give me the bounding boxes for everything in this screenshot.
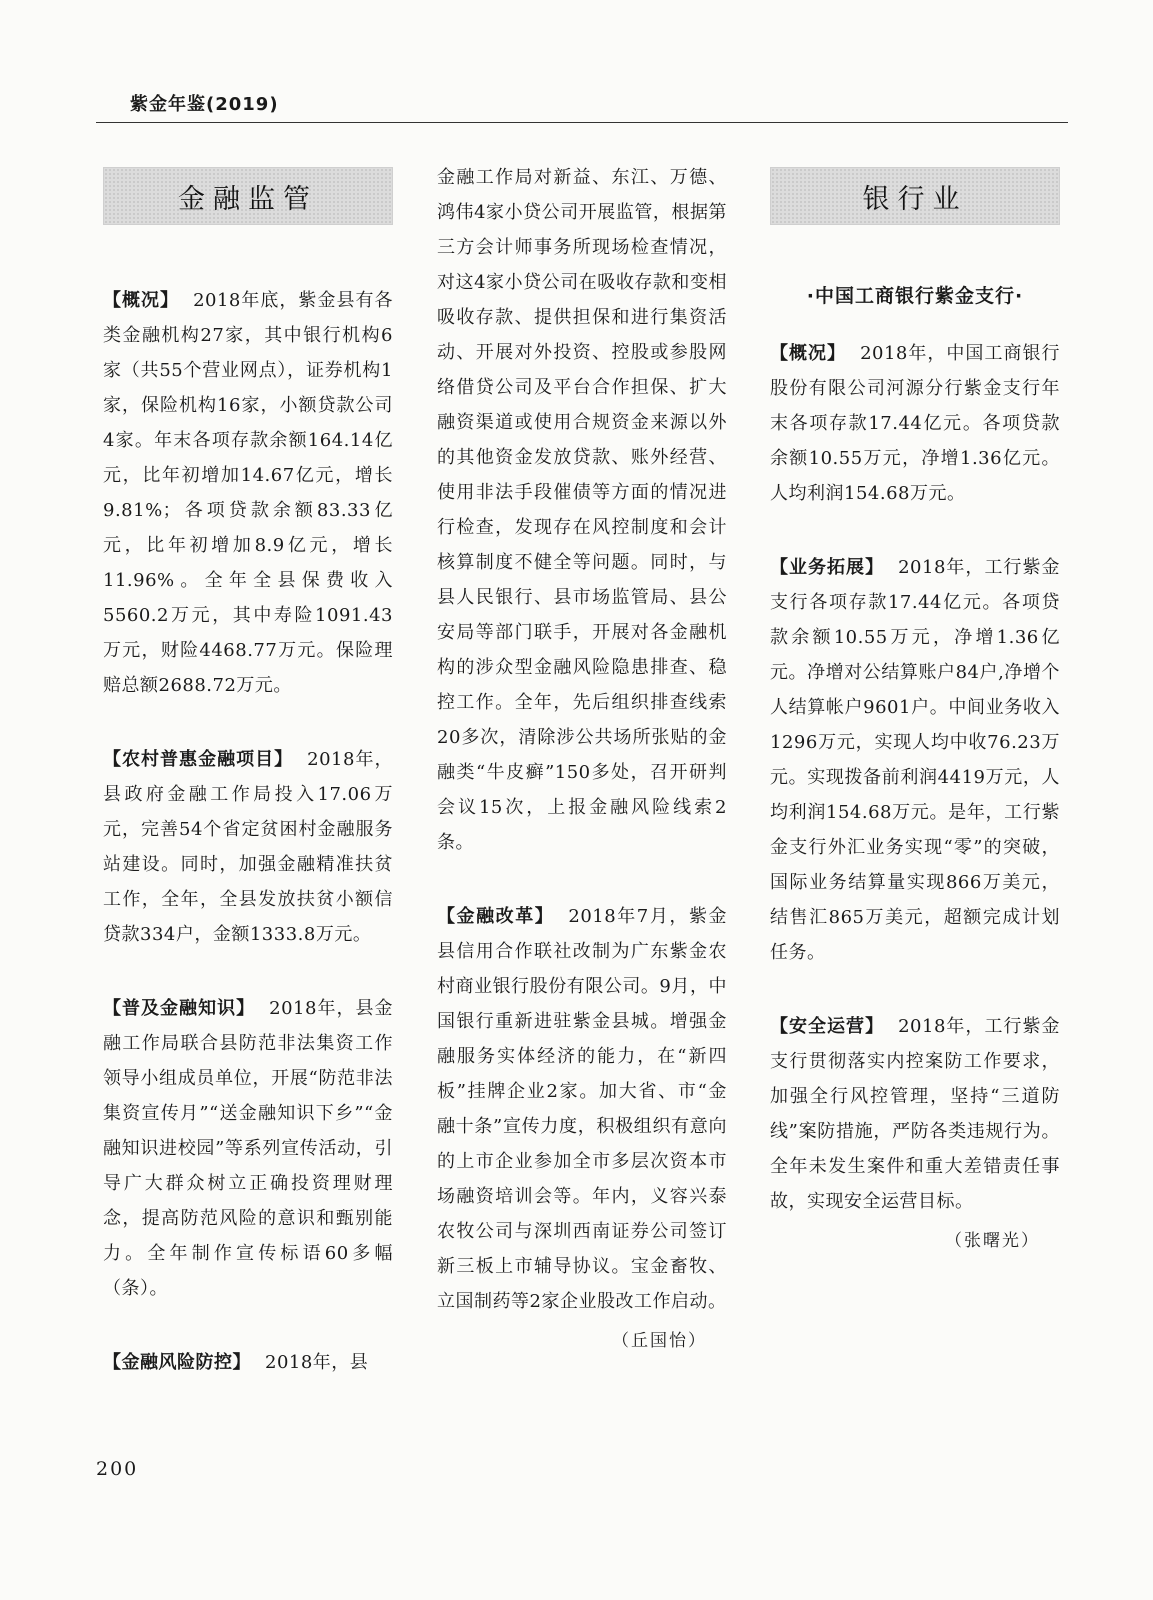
- paragraph-financial-knowledge: [103, 991, 393, 1306]
- paragraph-tag: 【普及金融知识】: [103, 998, 256, 1019]
- sub-heading-icbc-zijin: ·中国工商银行紫金支行·: [806, 285, 1024, 307]
- paragraph-text: 2018年7月，紫金县信用合作联社改制为广东紫金农村商业银行股份有限公司。9月，中国银行重新进驻紫金县城。增强金融服务实体经济的能力，在“新四板”挂牌企业2家。加大省、市“金融十条”宣传力度，积极组织有意向的上市企业参加全市多层次资本市场融资培训会等。年内，义容兴泰农牧公司与深圳西南证券公司签订新三板上市辅导协议。宝金畜牧、立国制药等2家企业股改工作启动。: [437, 906, 728, 1312]
- page-number: 200: [96, 1458, 139, 1480]
- paragraph-text: 2018年，工行紫金支行各项存款17.44亿元。各项贷款余额10.55万元，净增1.36亿元。净增对公结算账户84户,净增个人结算帐户9601户。中间业务收入1296万元，实现人均中收76.23万元。实现拨备前利润4419万元，人均利润154.68万元。是年，工行紫金支行外汇业务实现“零”的突破，国际业务结算量实现866万美元，结售汇865万美元，超额完成计划任务。: [770, 557, 1060, 963]
- column-1: [103, 155, 393, 1419]
- section-title-financial-supervision: 金融监管: [103, 167, 393, 225]
- paragraph-tag: 【概况】: [103, 290, 180, 311]
- paragraph-safe-operation: [770, 1009, 1060, 1219]
- author-credit: （丘国怡）: [612, 1331, 707, 1351]
- running-title: 紫金年鉴(2019): [130, 94, 279, 115]
- paragraph-text: 金融工作局对新益、东江、万德、鸿伟4家小贷公司开展监管，根据第三方会计师事务所现场检查情况，对这4家小贷公司在吸收存款和变相吸收存款、提供担保和进行集资活动、开展对外投资、控股或参股网络借贷公司及平台合作担保、扩大融资渠道或使用合规资金来源以外的其他资金发放贷款、账外经营、使用非法手段催债等方面的情况进行检查，发现存在风控制度和会计核算制度不健全等问题。同时，与县人民银行、县市场监管局、县公安局等部门联手，开展对各金融机构的涉众型金融风险隐患排查、稳控工作。全年，先后组织排查线索20多次，清除涉公共场所张贴的金融类“牛皮癣”150多处，召开研判会议15次，上报金融风险线索2条。: [437, 167, 727, 853]
- paragraph-text: 2018年，县: [265, 1352, 369, 1373]
- paragraph-text: 2018年，县金融工作局联合县防范非法集资工作领导小组成员单位，开展“防范非法集资宣传月”“送金融知识下乡”“金融知识进校园”等系列宣传活动，引导广大群众树立正确投资理财理念，提高防范风险的意识和甄别能力。全年制作宣传标语60多幅（条）。: [103, 998, 393, 1299]
- section-title-banking: 银行业: [770, 167, 1060, 225]
- paragraph-text: 2018年底，紫金县有各类金融机构27家，其中银行机构6家（共55个营业网点），证券机构1家，保险机构16家，小额贷款公司4家。年末各项存款余额164.14亿元，比年初增加14.67亿元，增长9.81%；各项贷款余额83.33亿元，比年初增加8.9亿元，增长11.96%。全年全县保费收入5560.2万元，其中寿险1091.43万元，财险4468.77万元。保险理赔总额2688.72万元。: [103, 290, 393, 696]
- paragraph-financial-reform: [437, 899, 727, 1319]
- header-rule: [96, 122, 1068, 123]
- paragraph-tag: 【安全运营】: [770, 1016, 885, 1037]
- column-3: [770, 155, 1060, 1251]
- paragraph-risk-control: [103, 1345, 393, 1380]
- paragraph-business-expansion: [770, 550, 1060, 970]
- paragraph-rural-inclusive-finance: [103, 742, 393, 952]
- paragraph-text: 2018年，中国工商银行股份有限公司河源分行紫金支行年末各项存款17.44亿元。各项贷款余额10.55万元，净增1.36亿元。人均利润154.68万元。: [770, 343, 1060, 504]
- paragraph-tag: 【农村普惠金融项目】: [103, 749, 294, 770]
- paragraph-text: 2018年，工行紫金支行贯彻落实内控案防工作要求，加强全行风控管理，坚持“三道防线”案防措施，严防各类违规行为。全年未发生案件和重大差错责任事故，实现安全运营目标。: [770, 1016, 1060, 1212]
- paragraph-tag: 【金融风险防控】: [103, 1352, 251, 1373]
- paragraph-overview: [103, 283, 393, 703]
- paragraph-risk-control-continued: [437, 160, 727, 860]
- paragraph-tag: 【概况】: [770, 343, 847, 364]
- paragraph-tag: 【业务拓展】: [770, 557, 885, 578]
- column-2: [437, 160, 727, 1351]
- paragraph-text: 2018年，县政府金融工作局投入17.06万元，完善54个省定贫困村金融服务站建设。同时，加强金融精准扶贫工作，全年，全县发放扶贫小额信贷款334户，金额1333.8万元。: [103, 749, 393, 945]
- paragraph-tag: 【金融改革】: [437, 906, 555, 927]
- paragraph-icbc-overview: [770, 336, 1060, 511]
- author-credit: （张曙光）: [945, 1231, 1040, 1251]
